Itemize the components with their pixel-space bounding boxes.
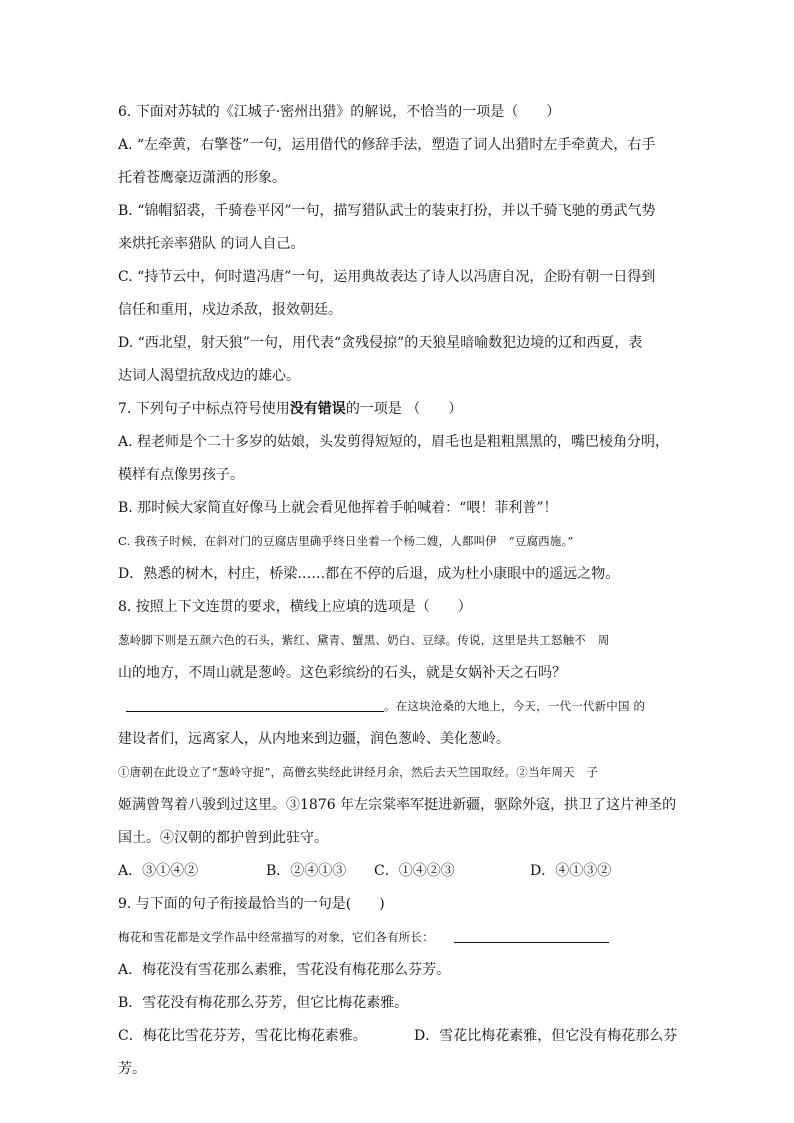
q9-lead-text: 梅花和雪花都是文学作品中经常描写的对象，它们各有所长： (118, 930, 434, 944)
exam-page (118, 96, 680, 1086)
q8-option-c: C．①④②③ (374, 863, 455, 879)
q8-passage-line4: 建设者们，远离家人，从内地来到边疆，润色葱岭、美化葱岭。 (118, 731, 510, 747)
q6-option-d-line2: 达词人渴望抗敌戍边的雄心。 (118, 368, 300, 384)
q7-stem (118, 393, 680, 426)
q8-answer-blank (126, 693, 384, 712)
q9-option-d-line2: 芳。 (118, 1061, 146, 1077)
q6-option-b-line2: 来烘托亲率猎队 的词人自己。 (118, 236, 305, 252)
q7-option-c: C. 我孩子时候，在斜对门的豆腐店里确乎终日坐着一个杨二嫂，人都叫伊 “豆腐西施。” (118, 534, 574, 548)
q8-passage-line3-text: 。在这块沧桑的大地上，今天，一代一代新中国 的 (384, 699, 646, 713)
q6-option-a-line1: A. “左牵黄，右擎苍”一句，运用借代的修辞手法，塑造了词人出猎时左手牵黄犬，右手 (118, 137, 656, 153)
q7-stem-pre: 7. 下列句子中标点符号使用 (118, 401, 290, 417)
q8-stem: 8. 按照上下文连贯的要求，横线上应填的选项是（ ） (118, 599, 472, 615)
q9-answer-blank (454, 924, 609, 943)
q9-options-cd (118, 1020, 680, 1053)
q7-stem-post: 的一项是 （ ） (345, 401, 463, 417)
q9-option-d-line1: D．雪花比梅花素雅，但它没有梅花那么芬 (414, 1028, 678, 1044)
q7-option-a-line2: 模样有点像男孩子。 (118, 467, 244, 483)
q6-option-c-line2: 信任和重用，戍边杀敌，报效朝廷。 (118, 302, 342, 318)
q7-option-d: D．熟悉的树木，村庄，桥梁……都在不停的后退，成为杜小康眼中的遥远之物。 (118, 566, 620, 582)
q6-stem: 6. 下面对苏轼的《江城子·密州出猎》的解说，不恰当的一项是（ ） (118, 104, 561, 120)
q8-sentences-line2: 姬满曾驾着八骏到过这里。③1876 年左宗棠率军挺进新疆，驱除外寇，拱卫了这片神圣的 (118, 797, 677, 813)
q6-option-c-line1: C. “持节云中，何时遣冯唐”一句，运用典故表达了诗人以冯唐自况，企盼有朝一日得到 (118, 269, 656, 285)
q8-option-d: D．④①③② (530, 863, 612, 879)
q6-option-a-line2: 托着苍鹰豪迈潇洒的形象。 (118, 170, 286, 186)
q8-sentences-line3: 国土。④汉朝的都护曾到此驻守。 (118, 830, 328, 846)
q9-option-c: C．梅花比雪花芬芳，雪花比梅花素雅。 (118, 1028, 367, 1044)
q7-option-a-line1: A. 程老师是个二十多岁的姑娘，头发剪得短短的，眉毛也是粗粗黑黑的，嘴巴棱角分明， (118, 434, 670, 450)
q7-stem-bold: 没有错误 (289, 401, 346, 417)
q9-stem: 9. 与下面的句子衔接最恰当的一句是( ) (118, 896, 385, 912)
q7-option-b: B. 那时候大家简直好像马上就会看见他挥着手帕喊着：“喂！菲利普”！ (118, 500, 558, 516)
q8-option-a: A．③①④② (118, 863, 199, 879)
q9-option-a: A．梅花没有雪花那么素雅，雪花没有梅花那么芬芳。 (118, 962, 451, 978)
q8-passage-line2: 山的地方，不周山就是葱岭。这色彩缤纷的石头，就是女娲补天之石吗？ (118, 665, 566, 681)
q8-option-b: B．②④①③ (266, 863, 347, 879)
q9-lead (118, 921, 680, 954)
q6-option-d-line1: D. “西北望，射天狼”一句，用代表“贪残侵掠”的天狼星暗喻数犯边境的辽和西夏，表 (118, 335, 643, 351)
q6-option-b-line1: B. “锦帽貂裘，千骑卷平冈”一句，描写猎队武士的装束打扮，并以千骑飞驰的勇武气势 (118, 203, 656, 219)
q8-options (118, 855, 680, 888)
q8-sentences-line1: ①唐朝在此设立了“葱岭守捉”，高僧玄奘经此讲经月余，然后去天竺国取经。②当年周天 子 (118, 765, 599, 779)
q8-passage-line3 (118, 690, 680, 723)
q9-option-b: B．雪花没有梅花那么芬芳，但它比梅花素雅。 (118, 995, 409, 1011)
q8-passage-line1: 葱岭脚下则是五颜六色的石头，紫红、黛青、蟹黑、奶白、豆绿。传说，这里是共工怒触不 周 (118, 633, 610, 647)
